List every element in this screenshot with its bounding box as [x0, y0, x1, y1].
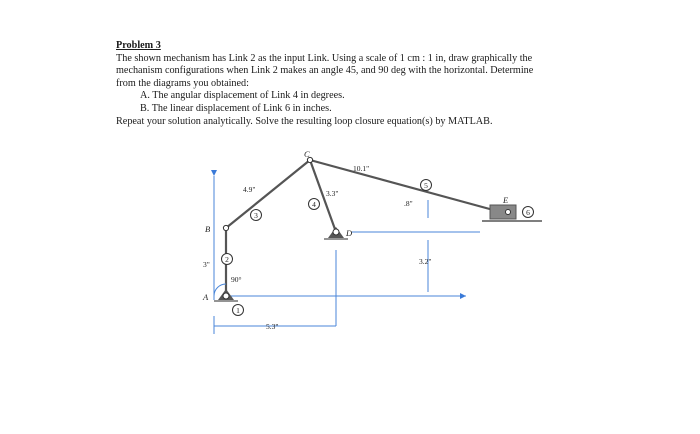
dim-link5: 10.1": [353, 164, 370, 173]
links: [226, 160, 508, 296]
link-5-label: 5: [424, 180, 428, 190]
link-4-label: 4: [312, 199, 316, 209]
problem-line-1: The shown mechanism has Link 2 as the input Link. Using a scale of 1 cm : 1 in, draw graphically the: [116, 52, 533, 64]
link-6-label: 6: [526, 207, 530, 217]
problem-item-b: B. The linear displacement of Link 6 in inches.: [140, 102, 332, 114]
link-2-label: 2: [225, 254, 229, 264]
problem-line-4: Repeat your solution analytically. Solve the resulting loop closure equation(s) by MATLAB.: [116, 115, 493, 127]
point-e-label: E: [503, 195, 509, 205]
dim-offset-e: 3.2": [419, 257, 432, 266]
point-a-label: A: [203, 292, 209, 302]
pivot-a: [214, 289, 238, 301]
point-c-label: C: [304, 149, 310, 159]
dim-link2: 3": [203, 260, 210, 269]
problem-line-2: mechanism configurations when Link 2 makes an angle 45, and 90 deg with the horizontal. Determine: [116, 65, 534, 77]
problem-item-a: A. The angular displacement of Link 4 in degrees.: [140, 90, 345, 102]
dim-ground: 5.3": [266, 322, 279, 331]
slider-block: [490, 205, 516, 219]
link-3: [226, 160, 310, 228]
dim-offset-top: .8": [404, 199, 413, 208]
problem-line-3: from the diagrams you obtained:: [116, 77, 249, 89]
point-b-label: B: [205, 224, 211, 234]
dim-link3: 4.9": [243, 185, 256, 194]
problem-title: Problem 3: [116, 40, 161, 51]
reference-lines: [214, 176, 480, 334]
link-number-circles: [222, 180, 534, 316]
joint-b: [223, 225, 228, 230]
link-number-labels: [225, 181, 530, 315]
dim-link4: 3.3": [326, 189, 339, 198]
link-3-label: 3: [254, 210, 258, 220]
link-1-label: 1: [236, 305, 240, 315]
pivot-d: [324, 227, 348, 239]
point-d-label: D: [346, 228, 353, 238]
dim-angle: 90°: [231, 275, 242, 284]
